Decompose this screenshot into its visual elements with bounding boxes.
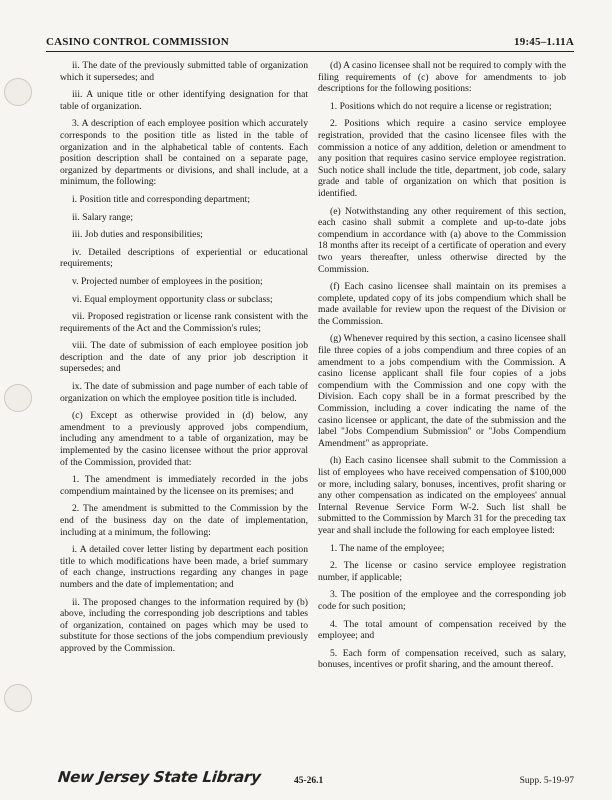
paragraph: 1. Positions which do not require a license or registration;	[330, 100, 552, 112]
page-footer	[46, 768, 574, 796]
paragraph: iv. Detailed descriptions of experiential or educational requirements;	[60, 246, 308, 270]
supplement-date: Supp. 5-19-97	[519, 776, 574, 786]
paragraph: 2. The license or casino service employee registration number, if applicable;	[318, 560, 566, 583]
paragraph: iii. Job duties and responsibilities;	[72, 229, 203, 241]
paragraph: 5. Each form of compensation received, such as salary, bonuses, incentives or profit sharing, and the amount thereof.	[318, 647, 566, 671]
running-header	[46, 36, 574, 48]
page-number: 45-26.1	[294, 776, 324, 786]
paragraph: i. Position title and corresponding department;	[72, 193, 250, 205]
header-title: CASINO CONTROL COMMISSION	[46, 36, 229, 48]
paragraph: i. A detailed cover letter listing by department each position title to which modifications have been made, a brief summary of each change, instructions regarding any changes in page numbers and the date of implementation; and	[60, 544, 308, 590]
header-rule	[46, 51, 574, 52]
binder-hole-middle	[4, 384, 32, 412]
paragraph: 3. A description of each employee position which accurately corresponds to the position title as listed in the table of organization and in the alphabetical table of contents. Each position description shall be contained on a separate page, organized by departments or divisions, and shall include, at a minimum, the following:	[60, 118, 308, 188]
binder-hole-bottom	[4, 684, 32, 712]
paragraph: 2. Positions which require a casino service employee registration, provided that the casino licensee files with the commission a notice of any addition, deletion or amendment to any position that requires casino service employee registration. Such notice shall include the title, department, job code, salary grade and table of organization on which that position is identified.	[318, 118, 566, 199]
paragraph: (h) Each casino licensee shall submit to the Commission a list of employees who have received compensation of $100,000 or more, including salary, bonuses, incentives, profit sharing or any other compensation as indicated on the employees' annual Internal Revenue Service Form W-2. Such list shall be submitted to the Commission by March 31 for the preceding tax year and shall include the following for each employee listed:	[318, 455, 566, 536]
paragraph: 2. The amendment is submitted to the Commission by the end of the business day on the date of implementation, including at a minimum, the following:	[60, 503, 308, 538]
library-stamp: New Jersey State Library	[57, 768, 262, 786]
paragraph: 1. The name of the employee;	[330, 542, 445, 554]
header-section-number: 19:45–1.11A	[514, 36, 574, 48]
paragraph: vii. Proposed registration or license rank consistent with the requirements of the Act and the Commission's rules;	[60, 311, 308, 334]
paragraph: v. Projected number of employees in the position;	[72, 275, 263, 287]
paragraph: ii. The proposed changes to the information required by (b) above, including the corresponding job descriptions and tables of organization, contained on pages which may be used to substitute for those sections of the jobs compendium previously approved by the Commission.	[60, 596, 308, 654]
paragraph: (d) A casino licensee shall not be required to comply with the filing requirements of (c) above for amendments to job descriptions for the following positions:	[318, 60, 566, 95]
paragraph: ii. Salary range;	[72, 211, 134, 223]
paragraph: iii. A unique title or other identifying designation for that table of organization.	[60, 89, 308, 112]
paragraph: 3. The position of the employee and the corresponding job code for such position;	[318, 589, 566, 612]
paragraph: ii. The date of the previously submitted table of organization which it supersedes; and	[60, 60, 308, 83]
paragraph: (f) Each casino licensee shall maintain on its premises a complete, updated copy of its jobs compendium which shall be made available for review upon the request of the Division or the Commission.	[318, 281, 566, 327]
paragraph: (g) Whenever required by this section, a casino licensee shall file three copies of a jobs compendium and three copies of an amendment to a jobs compendium with the Commission. A casino license applicant shall file four copies of a jobs compendium with the Commission and one copy with the Division. Each copy shall be in a format prescribed by the Commission, including a cover indicating the name of the casino licensee or applicant, the date of the submission and the label "Jobs Compendium Submission" or "Jobs Compendium Amendment" as appropriate.	[318, 333, 566, 449]
binder-hole-top	[4, 78, 32, 106]
paragraph: 1. The amendment is immediately recorded in the jobs compendium maintained by the licensee on its premises; and	[60, 474, 308, 497]
left-column	[60, 60, 308, 661]
paragraph: (e) Notwithstanding any other requirement of this section, each casino shall submit a complete and up-to-date jobs compendium in accordance with (a) above to the Commission 18 months after its receipt of a certificate of operation and every two years thereafter, unless otherwise directed by the Commission.	[318, 205, 566, 275]
paragraph: ix. The date of submission and page number of each table of organization on which the employee position title is included.	[60, 381, 308, 404]
paragraph: 4. The total amount of compensation received by the employee; and	[318, 618, 566, 642]
paragraph: vi. Equal employment opportunity class or subclass;	[72, 293, 273, 305]
right-column	[318, 60, 566, 677]
paragraph: (c) Except as otherwise provided in (d) below, any amendment to a previously approved jobs compendium, including any amendment to a table of organization, may be implemented by the casino licensee without the prior approval of the Commission, provided that:	[60, 410, 308, 468]
paragraph: viii. The date of submission of each employee position job description and the date of any prior job description it supersedes; and	[60, 340, 308, 375]
